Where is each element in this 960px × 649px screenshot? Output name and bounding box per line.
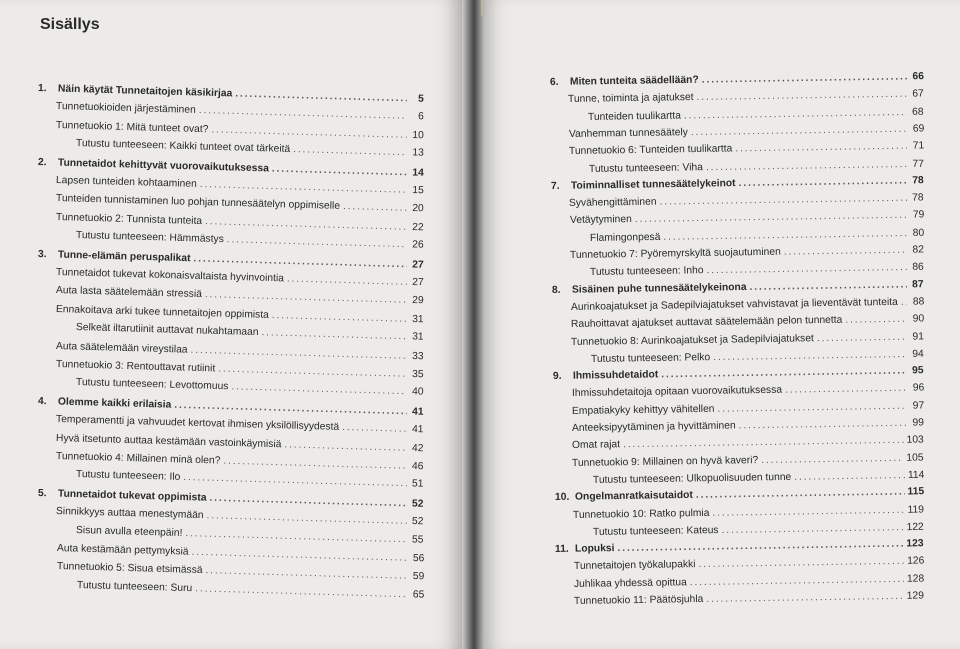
toc-entry-row [573,503,924,522]
dot-leader [706,590,904,606]
entry-title: Tunnetuokioiden järjestäminen [55,101,196,117]
dot-leader [342,421,407,436]
toc-entry-row [568,122,924,141]
entry-title: Ihmissuhdetaitoja opitaan vuorovaikutuksessa [571,385,782,400]
entry-title: Tutustu tunteeseen: Kateus [593,524,719,538]
dot-leader [205,289,407,308]
dot-leader [191,546,407,565]
entry-title: Tutustu tunteeseen: Levottomuus [76,377,229,393]
entry-title: Juhlikaa yhdessä opittua [573,576,687,590]
page-number: 59 [412,571,424,583]
dot-leader [739,417,907,433]
entry-title: Tutustu tunteeseen: Inho [590,265,704,279]
toc-entry-row [572,416,924,435]
toc-entry-row [574,590,924,608]
page-number: 82 [912,244,925,256]
dot-leader [784,244,907,259]
chapter-number: 1. [37,83,47,95]
dot-leader [285,438,407,454]
entry-title: Tunteiden tuulikartta [588,110,682,123]
dot-leader [707,261,907,277]
dot-leader [199,104,407,123]
entry-title: Miten tunteita säädellään? [569,74,699,88]
entry-title: Tunnetuokio 6: Tunteiden tuulikartta [568,143,733,158]
chapter-number: 4. [38,395,48,408]
entry-title: Tunnetaitojen työkalupakki [573,559,696,573]
dot-leader [817,330,907,344]
page-number: 5 [417,93,425,105]
page-number: 13 [412,147,425,159]
page-number: 86 [912,262,925,274]
page-number: 29 [412,295,424,307]
dot-leader [761,451,903,466]
entry-title: Tunnetuokio 5: Sisua etsimässä [56,561,203,577]
page-number: 91 [912,330,925,343]
dot-leader [702,70,907,86]
toc-entry-row [570,243,924,262]
page-number: 35 [412,368,424,381]
dot-leader [706,158,907,174]
page-number: 6 [417,111,424,123]
entry-title: Tutustu tunteeseen: Hämmästys [76,230,225,246]
dot-leader [660,192,907,209]
entry-title: Auta lasta säätelemään stressiä [56,285,203,301]
page-number: 122 [906,521,925,533]
chapter-number: 3. [38,248,47,260]
dot-leader [224,455,407,473]
entry-title: Tutustu tunteeseen: Ilo [76,469,181,484]
entry-title: Omat rajat [572,439,621,452]
dot-leader [186,527,407,546]
dot-leader [343,200,407,215]
dot-leader [684,106,907,122]
page-number: 87 [912,278,925,290]
dot-leader [634,209,907,226]
entry-title: Selkeät iltarutiinit auttavat nukahtamaan [76,322,259,339]
dot-leader [750,278,907,293]
dot-leader [689,573,903,589]
page-number: 103 [906,434,925,447]
toc-chapter-row [550,70,924,89]
dot-leader [618,538,904,555]
toc-entry-row [571,313,924,332]
page-number: 71 [912,140,925,152]
entry-title: Tunteiden tunnistaminen luo pohjan tunnesäätelyn oppimiselle [55,193,341,213]
page-number: 67 [912,88,925,100]
page-number: 95 [912,365,925,377]
page-number: 33 [412,350,424,362]
entry-title: Tutustu tunteeseen: Ulkopuolisuuden tunne [592,471,791,486]
page-number: 41 [412,424,424,436]
entry-title: Tutustu tunteeseen: Kaikki tunteet ovat tärkeitä [75,138,291,156]
dot-leader [712,503,904,519]
toc-entry-row [571,330,924,349]
page-number: 126 [906,555,925,568]
entry-title: Vetäytyminen [569,214,632,227]
page-number: 66 [912,71,925,83]
page-number: 27 [412,276,424,289]
toc-entry-row [571,382,924,401]
page-number: 128 [906,573,925,585]
book-gutter [462,0,484,649]
dot-leader [218,363,407,381]
entry-title: Tunnetuokio 2: Tunnista tunteita [55,211,203,227]
toc-chapter-row [553,364,924,383]
dot-leader [262,326,407,343]
page-number: 15 [412,184,424,197]
toc-entry-row [76,579,424,602]
dot-leader [697,88,907,104]
entry-title: Hyvä itsetunto auttaa kestämään vastoinkäymisiä [56,432,282,450]
dot-leader [232,381,408,399]
dot-leader [690,123,907,139]
page-number: 55 [412,533,425,546]
entry-title: Tunnetuokio 3: Rentouttavat rutiinit [56,359,216,375]
page-number: 31 [412,331,425,343]
page-number: 94 [912,348,925,360]
entry-title: Tunnetuokio 10: Ratko pulmia [572,507,710,521]
page-number: 99 [912,417,925,429]
left-page [0,0,462,649]
page-number: 31 [412,313,424,326]
dot-leader [227,233,407,251]
page-number: 88 [912,296,925,308]
page-number: 97 [912,400,925,412]
page-title: Sisällys [40,16,100,33]
entry-title: Sisun avulla eteenpäin! [76,524,184,539]
page-number: 46 [412,460,424,473]
page-number: 78 [912,174,925,187]
entry-title: Auta säätelemään vireystilaa [56,340,189,356]
page-number: 123 [906,538,925,550]
dot-leader [205,565,407,584]
right-page [484,0,960,649]
dot-leader [722,521,904,537]
chapter-number: 6. [549,76,559,88]
toc-entry-row [592,469,924,487]
dot-leader [717,399,907,415]
entry-title: Tunne-elämän peruspalikat [58,249,191,264]
dot-leader [663,227,907,244]
entry-title: Tunnetuokio 7: Pyöremyrskyltä suojautuminen [569,246,781,261]
page-number: 41 [412,406,424,418]
entry-title: Tunnetaidot tukevat kokonaisvaltaista hyvinvointia [56,267,285,285]
dot-leader [735,140,907,156]
page-number: 119 [907,503,925,516]
page-number: 10 [412,129,424,142]
entry-title: Flamingonpesä [589,231,661,244]
page-number: 77 [912,158,925,170]
entry-title: Rauhoittavat ajatukset auttavat säätelemään pelon tunnetta [570,314,843,331]
dot-leader [739,174,907,190]
toc-entry-row [589,157,924,175]
page-number: 56 [412,552,425,565]
entry-title: Lapsen tunteiden kohtaaminen [55,175,198,190]
chapter-number: 7. [551,180,560,192]
toc-entry-row [590,261,924,279]
toc-entry-row [569,209,924,228]
entry-title: Syvähengittäminen [569,196,658,210]
toc-entry-row [573,555,924,574]
entry-title: Tutustu tunteeseen: Pelko [591,351,711,365]
entry-title: Toiminnalliset tunnesäätelykeinot [571,177,736,192]
entry-title: Temperamentti ja vahvuudet kertovat ihmisen yksilöllisyydestä [56,414,340,434]
page-number: 68 [912,106,925,118]
dot-leader [845,313,907,327]
chapter-number: 10. [554,491,570,504]
entry-title: Sisäinen puhe tunnesäätelykeinona [572,281,747,296]
dot-leader [200,178,407,197]
toc-entry-row [591,348,924,366]
entry-title: Vanhemman tunnesäätely [568,127,688,140]
page-number: 22 [412,221,424,234]
page-number: 42 [412,442,424,454]
page-number: 115 [907,486,925,498]
chapter-number: 8. [552,284,562,296]
dot-leader [184,471,407,490]
dot-leader [191,343,407,362]
chapter-number: 2. [37,156,47,168]
entry-title: Ihmissuhdetaidot [573,369,659,382]
toc-entry-row [572,451,924,470]
entry-title: Tunnetuokio 1: Mitä tunteet ovat? [55,119,209,136]
dot-leader [174,399,407,418]
entry-title: Tunne, toiminta ja ajatukset [568,92,694,106]
page-number: 114 [907,469,925,481]
dot-leader [287,272,407,288]
entry-title: Tunnetaidot tukevat oppimista [58,488,208,504]
entry-title: Aurinkoajatukset ja Sadepilviajatukset vahvistavat ja lieventävät tunteita [570,296,898,313]
toc-entry-row [588,105,924,123]
entry-title: Empatiakyky kehittyy vähitellen [571,403,715,417]
toc-chapter-row [552,278,924,297]
page-number: 14 [412,167,424,179]
page-number: 52 [412,498,424,510]
page-number: 51 [412,478,425,491]
page-number: 79 [912,209,925,222]
toc-entry-row [569,140,924,159]
entry-title: Tunnetuokio 11: Päätösjuhla [573,593,704,607]
dot-leader [207,509,407,528]
entry-title: Auta kestämään pettymyksiä [56,543,189,558]
toc-entry-row [569,192,924,211]
page-number: 27 [412,259,424,271]
entry-title: Tunnetaidot kehittyvät vuorovaikutuksessa [57,157,270,175]
toc-entry-row [76,524,424,547]
dot-leader [210,492,407,510]
entry-title: Lopuksi [575,543,615,555]
dot-leader [195,582,407,601]
chapter-number: 11. [555,543,570,556]
toc-entry-row [574,572,924,590]
entry-title: Tunnetuokio 4: Millainen minä olen? [56,451,221,467]
entry-title: Tutustu tunteeseen: Suru [76,579,192,595]
entry-title: Anteeksipyytäminen ja hyvittäminen [571,420,736,434]
page-number: 78 [912,192,925,204]
toc-entry-row [570,295,924,314]
toc-entry-row [572,434,924,453]
entry-title: Näin käytät Tunnetaitojen käsikirjaa [57,83,233,100]
toc-chapter-row [555,485,924,504]
dot-leader [696,486,905,502]
dot-leader [272,162,407,179]
dot-leader [205,215,407,234]
toc-chapter-row [551,174,924,193]
entry-title: Ongelmanratkaisutaidot [574,490,693,503]
entry-title: Tunnetuokio 9: Millainen on hyvä kaveri? [572,454,759,469]
page-number: 20 [412,203,424,215]
entry-title: Sinnikkyys auttaa menestymään [56,506,205,522]
page-number: 69 [912,123,925,135]
toc-entry-row [590,226,924,244]
page-number: 80 [912,227,925,239]
toc-entry-row [572,399,924,418]
page-number: 52 [412,516,424,528]
chapter-number: 5. [38,487,48,500]
page-number: 90 [912,313,925,325]
dot-leader [794,469,905,484]
dot-leader [785,382,908,397]
page-number: 65 [412,589,425,601]
dot-leader [293,143,407,159]
entry-title: Olemme kaikki erilaisia [58,396,172,411]
dot-leader [698,555,904,571]
page-number: 105 [906,452,925,464]
dot-leader [272,309,407,326]
toc-entry-row [593,521,924,539]
chapter-number: 9. [553,370,563,383]
dot-leader [211,123,407,141]
page-number: 26 [412,239,425,251]
page-number: 129 [906,590,925,602]
dot-leader [235,88,407,106]
page-number: 40 [412,386,425,399]
entry-title: Tunnetuokio 8: Aurinkoajatukset ja Sadepilviajatukset [570,332,814,348]
dot-leader [900,296,907,309]
dot-leader [623,434,904,451]
entry-title: Ennakoitava arki tukee tunnetaitojen oppimista [56,303,270,321]
dot-leader [193,252,407,271]
page-number: 96 [912,382,925,395]
dot-leader [713,348,907,364]
toc-chapter-row [555,537,924,556]
dot-leader [662,365,908,382]
toc-entry-row [568,88,924,107]
entry-title: Tutustu tunteeseen: Viha [588,161,703,175]
